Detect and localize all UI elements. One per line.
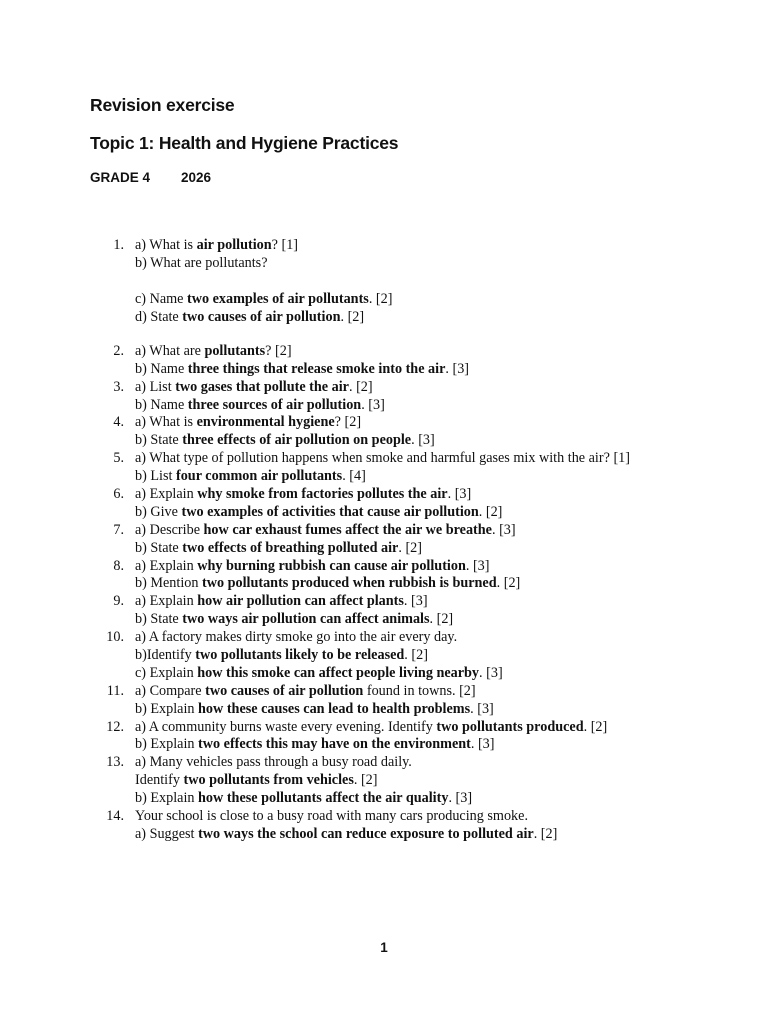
question-text: d) State [135, 308, 183, 325]
question-line [135, 522, 768, 540]
question-text: . [3] [361, 396, 385, 413]
question-item [0, 593, 768, 629]
question-text: a) A community burns waste every evening. Identify [135, 718, 437, 735]
question-item [0, 450, 768, 486]
question-text: b) Give [135, 503, 182, 520]
question-line [135, 237, 768, 255]
key-term: two pollutants from vehicles [183, 772, 354, 789]
question-text: . [2] [429, 611, 454, 628]
question-text: a) What is [135, 237, 197, 253]
key-term: how this smoke can affect people living nearby [197, 664, 480, 681]
question-text: . [3] [465, 557, 490, 574]
question-line [135, 343, 768, 361]
question-item [0, 414, 768, 450]
question-line [135, 558, 768, 576]
key-term: how air pollution can affect plants [197, 593, 404, 610]
question-text: a) Explain [135, 593, 198, 610]
question-text: . [2] [583, 718, 608, 735]
question-text: a) What is [135, 414, 197, 431]
question-line [135, 790, 768, 808]
question-line [135, 736, 768, 754]
question-line [135, 683, 768, 701]
key-term: three sources of air pollution [187, 396, 362, 413]
question-text: c) Name [135, 290, 187, 307]
question-text: b) Explain [135, 790, 199, 807]
question-text: . [2] [348, 378, 373, 395]
question-text: . [2] [533, 825, 558, 842]
question-text: . [2] [496, 575, 521, 592]
key-term: two pollutants likely to be released [195, 646, 405, 663]
question-line [135, 575, 768, 593]
key-term: two effects this may have on the environment [198, 736, 471, 753]
question-text: . [2] [368, 290, 393, 307]
question-text: b) State [135, 432, 183, 449]
question-number: 5. [113, 450, 124, 467]
key-term: how these pollutants affect the air quality [198, 790, 449, 807]
key-term: pollutants [204, 342, 266, 359]
question-text: b) List [135, 468, 176, 485]
question-text: Identify [135, 772, 184, 789]
question-text: a) Many vehicles pass through a busy road daily. [135, 754, 412, 771]
question-text: . [3] [411, 432, 435, 449]
question-text: . [4] [342, 468, 366, 485]
question-text: b) Explain [135, 736, 199, 753]
question-text: a) Describe [135, 521, 204, 538]
question-item [0, 808, 768, 844]
key-term: two pollutants produced [436, 718, 584, 735]
question-line [135, 255, 768, 273]
question-item [0, 237, 768, 326]
question-text: a) Suggest [135, 825, 199, 842]
question-line [135, 593, 768, 611]
document-title: Revision exercise [90, 95, 235, 115]
question-text: a) What type of pollution happens when smoke and harmful gases mix with the air? [1] [135, 450, 630, 467]
spacer [0, 326, 768, 342]
question-item [0, 343, 768, 379]
question-text: b) State [135, 611, 183, 628]
question-line [135, 486, 768, 504]
question-text: Your school is close to a busy road with many cars producing smoke. [135, 808, 528, 824]
question-text: a) What are [135, 342, 205, 359]
question-text: . [3] [479, 664, 503, 681]
question-text: . [3] [470, 736, 495, 753]
question-text: . [3] [491, 521, 516, 538]
topic-heading: Topic 1: Health and Hygiene Practices [90, 133, 399, 153]
question-item [0, 558, 768, 594]
key-term: three things that release smoke into the air [187, 360, 446, 377]
question-text: a) A factory makes dirty smoke go into the air every day. [135, 629, 458, 646]
key-term: three effects of air pollution on people [182, 432, 412, 449]
question-item [0, 754, 768, 808]
question-text: a) Explain [135, 557, 198, 574]
question-text: a) Explain [135, 485, 198, 502]
question-number: 8. [113, 557, 124, 574]
spacer [0, 273, 768, 291]
key-term: two causes of air pollution [205, 682, 364, 699]
question-number: 10. [106, 629, 124, 646]
question-line [135, 665, 768, 683]
question-item [0, 522, 768, 558]
question-text: ? [2] [334, 414, 362, 431]
key-term: two pollutants produced when rubbish is burned [202, 575, 497, 592]
question-number: 6. [113, 485, 124, 502]
question-line [135, 450, 768, 468]
question-text: b) State [135, 539, 183, 556]
question-line [135, 379, 768, 397]
key-term: why smoke from factories pollutes the air [197, 485, 448, 502]
question-text: . [3] [403, 593, 428, 610]
question-number: 7. [113, 521, 124, 538]
question-line [135, 808, 768, 826]
question-text: b) Name [135, 396, 188, 413]
question-item [0, 379, 768, 415]
question-text: b) Name [135, 360, 188, 377]
question-text: b)Identify [135, 646, 196, 663]
question-text: . [3] [470, 700, 494, 717]
grade-year-line [90, 170, 212, 185]
question-text: found in towns. [2] [363, 682, 476, 699]
question-line [135, 432, 768, 450]
key-term: air pollution [196, 237, 272, 253]
question-number: 14. [106, 808, 124, 824]
key-term: two gases that pollute the air [175, 378, 349, 395]
question-line [135, 772, 768, 790]
question-text: . [2] [340, 308, 365, 325]
question-number: 13. [106, 754, 124, 771]
key-term: two ways the school can reduce exposure to polluted air [198, 825, 534, 842]
question-line [135, 754, 768, 772]
question-text: a) List [135, 378, 176, 395]
question-line [135, 504, 768, 522]
question-item [0, 629, 768, 683]
question-list [0, 237, 768, 844]
question-line [135, 309, 768, 327]
question-text: a) Compare [135, 682, 206, 699]
question-text: . [2] [404, 646, 428, 663]
question-number: 4. [113, 414, 124, 431]
question-item [0, 719, 768, 755]
question-number: 11. [106, 682, 124, 699]
question-line [135, 629, 768, 647]
question-number: 3. [113, 378, 124, 395]
question-text: c) Explain [135, 664, 198, 681]
question-text: b) Mention [135, 575, 202, 592]
question-text: . [2] [398, 539, 422, 556]
question-number: 2. [113, 342, 124, 359]
question-text: ? [1] [271, 237, 299, 253]
question-text: b) What are pollutants? [135, 254, 268, 271]
question-line [135, 291, 768, 309]
key-term: why burning rubbish can cause air pollution [197, 557, 466, 574]
key-term: how these causes can lead to health problems [198, 700, 471, 717]
key-term: four common air pollutants [175, 468, 343, 485]
question-number: 9. [113, 593, 124, 610]
question-line [135, 611, 768, 629]
key-term: two examples of activities that cause air pollution [181, 503, 479, 520]
question-text: ? [2] [265, 342, 292, 359]
key-term: how car exhaust fumes affect the air we breathe [203, 521, 492, 538]
question-number: 12. [106, 718, 124, 735]
question-number: 1. [113, 237, 124, 253]
key-term: environmental hygiene [196, 414, 335, 431]
question-text: . [2] [478, 503, 503, 520]
key-term: two causes of air pollution [182, 308, 341, 325]
question-line [135, 719, 768, 737]
question-line [135, 468, 768, 486]
key-term: two examples of air pollutants [187, 290, 369, 307]
question-line [135, 540, 768, 558]
question-line [135, 826, 768, 844]
question-text: . [2] [353, 772, 378, 789]
key-term: two ways air pollution can affect animals [182, 611, 430, 628]
year-label: 2026 [181, 170, 212, 185]
question-text: . [3] [447, 485, 472, 502]
question-item [0, 486, 768, 522]
question-line [135, 414, 768, 432]
question-line [135, 647, 768, 665]
page-number: 1 [380, 940, 388, 955]
question-line [135, 361, 768, 379]
grade-label: GRADE 4 [90, 170, 151, 185]
question-text: . [3] [448, 790, 473, 807]
question-text: . [3] [445, 360, 470, 377]
question-line [135, 397, 768, 415]
question-item [0, 683, 768, 719]
key-term: two effects of breathing polluted air [182, 539, 399, 556]
question-line [135, 701, 768, 719]
question-text: b) Explain [135, 700, 199, 717]
